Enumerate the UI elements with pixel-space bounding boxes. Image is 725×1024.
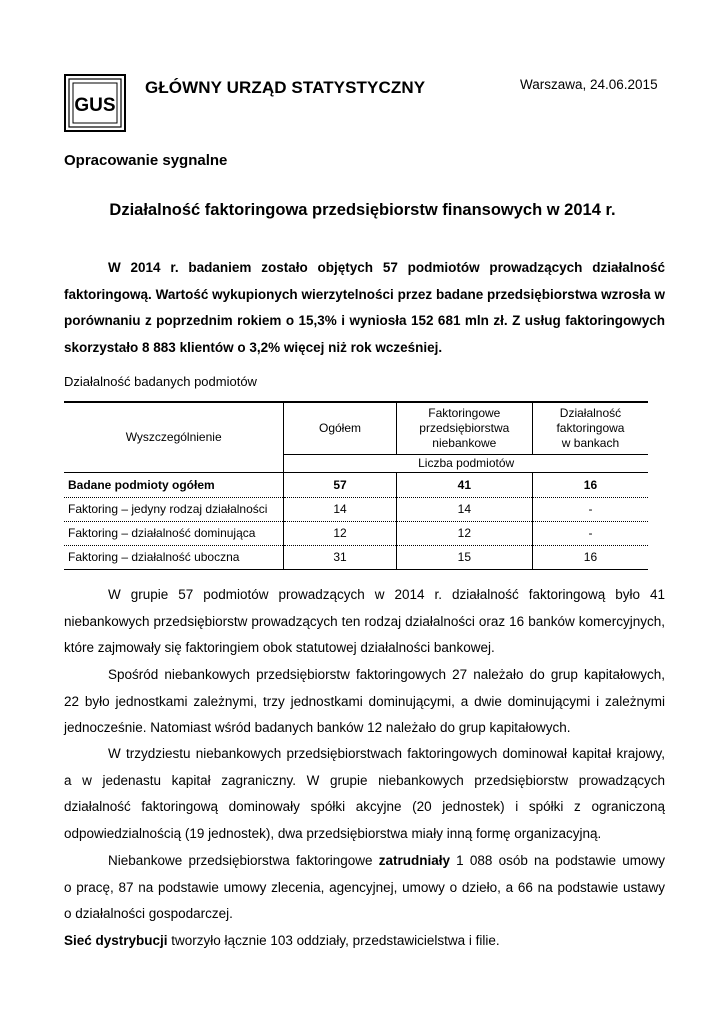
text-line — [64, 928, 665, 955]
text-fragment: 1 088 osób na podstawie umowy — [449, 853, 665, 868]
page-title: Działalność faktoringowa przedsiębiorstw finansowych w 2014 r. — [109, 201, 616, 219]
table-row — [64, 521, 648, 545]
cell-banks: 16 — [532, 472, 648, 497]
cell-total: 57 — [284, 472, 396, 497]
paragraph-4 — [64, 848, 665, 928]
document-type: Opracowanie sygnalne — [64, 152, 228, 169]
org-title: GŁÓWNY URZĄD STATYSTYCZNY — [145, 78, 426, 97]
text-line: a w jedenastu kapitał zagraniczny. W grupie niebankowych przedsiębiorstw prowadzących — [64, 772, 665, 788]
cell-banks: 16 — [532, 545, 648, 569]
row-label: Faktoring – działalność uboczna — [64, 545, 284, 569]
intro-paragraph — [64, 255, 665, 361]
table-caption: Działalność badanych podmiotów — [64, 374, 257, 389]
row-label: Faktoring – jedyny rodzaj działalności — [64, 497, 284, 521]
table-row — [64, 472, 648, 497]
cell-nonbank: 14 — [396, 497, 532, 521]
cell-banks: - — [532, 521, 648, 545]
header-line: Działalność — [559, 405, 622, 420]
intro-line: porównaniu z poprzednim rokiem o 15,3% i wyniosła 152 681 mln zł. Z usług faktoringowych — [64, 313, 665, 328]
text-line: o działalności gospodarczej. — [64, 906, 233, 921]
header-cell — [532, 402, 648, 454]
text-line: działalność faktoringową dominowały spółki akcyjne (20 jednostek) i spółki z ograniczoną — [64, 799, 665, 814]
text-line: jednocześnie. Natomiast wśród badanych banków 12 należało do grup kapitałowych. — [64, 720, 571, 735]
text-line: W grupie 57 podmiotów prowadzących w 2014 r. działalność faktoringową było 41 — [108, 587, 665, 602]
cell-total: 12 — [284, 521, 396, 545]
paragraph-5 — [64, 928, 665, 955]
bold-fragment: Sieć dystrybucji — [64, 933, 168, 948]
header-line: faktoringowa — [556, 420, 625, 435]
text-line: odpowiedzialnością (19 jednostek), dwa przedsiębiorstwa miały inną formę organizacyjną. — [64, 825, 602, 841]
paragraph-2 — [64, 662, 665, 742]
cell-total: 31 — [284, 545, 396, 569]
text-fragment: Niebankowe przedsiębiorstwa faktoringowe — [108, 853, 379, 868]
text-line: które zajmowały się faktoringiem obok statutowej działalności bankowej. — [64, 640, 495, 655]
text-line: o pracę, 87 na podstawie umowy zlecenia, agencyjnej, umowy o dzieło, a 66 na podstawie ustawy — [64, 879, 665, 895]
cell-nonbank: 41 — [396, 472, 532, 497]
row-label: Badane podmioty ogółem — [64, 472, 284, 497]
header-cell: Wyszczególnienie — [64, 402, 284, 472]
cell-total: 14 — [284, 497, 396, 521]
table-row — [64, 545, 648, 569]
cell-banks: - — [532, 497, 648, 521]
header-cell: Ogółem — [284, 402, 396, 454]
text-fragment: tworzyło łącznie 103 oddziały, przedstawicielstwa i filie. — [167, 933, 500, 948]
cell-nonbank: 12 — [396, 521, 532, 545]
table-row — [64, 497, 648, 521]
document-date: Warszawa, 24.06.2015 — [520, 77, 658, 92]
text-line: Spośród niebankowych przedsiębiorstw faktoringowych 27 należało do grup kapitałowych, — [108, 667, 665, 682]
text-line — [64, 848, 665, 875]
header-line: Faktoringowe — [428, 405, 501, 420]
row-label: Faktoring – działalność dominująca — [64, 521, 284, 545]
text-line: 22 było jednostkami zależnymi, trzy jednostkami dominującymi, a dwie dominującymi i zależnymi — [64, 693, 665, 709]
header-line: niebankowe — [432, 435, 497, 450]
text-line: niebankowych przedsiębiorstw prowadzących ten rodzaj działalności oraz 16 banków komercyjnych, — [64, 613, 665, 629]
logo-text: GUS — [74, 95, 116, 116]
intro-line: W 2014 r. badaniem zostało objętych 57 podmiotów prowadzących działalność — [108, 260, 665, 275]
header-line: przedsiębiorstwa — [419, 420, 510, 435]
text-line: W trzydziestu niebankowych przedsiębiorstwach faktoringowych dominował kapitał krajowy, — [108, 746, 665, 761]
gus-logo-icon — [64, 74, 126, 132]
unit-row: Liczba podmiotów — [284, 454, 648, 472]
activity-table — [64, 401, 648, 570]
bold-fragment: zatrudniały — [378, 853, 450, 868]
intro-line: skorzystało 8 883 klientów o 3,2% więcej niż rok wcześniej. — [64, 339, 443, 355]
header-cell — [396, 402, 532, 454]
cell-nonbank: 15 — [396, 545, 532, 569]
header-line: w bankach — [561, 435, 620, 450]
paragraph-3 — [64, 741, 665, 847]
paragraph-1 — [64, 582, 665, 662]
intro-line: faktoringową. Wartość wykupionych wierzytelności przez badane przedsiębiorstwa wzrosła w — [64, 286, 665, 302]
